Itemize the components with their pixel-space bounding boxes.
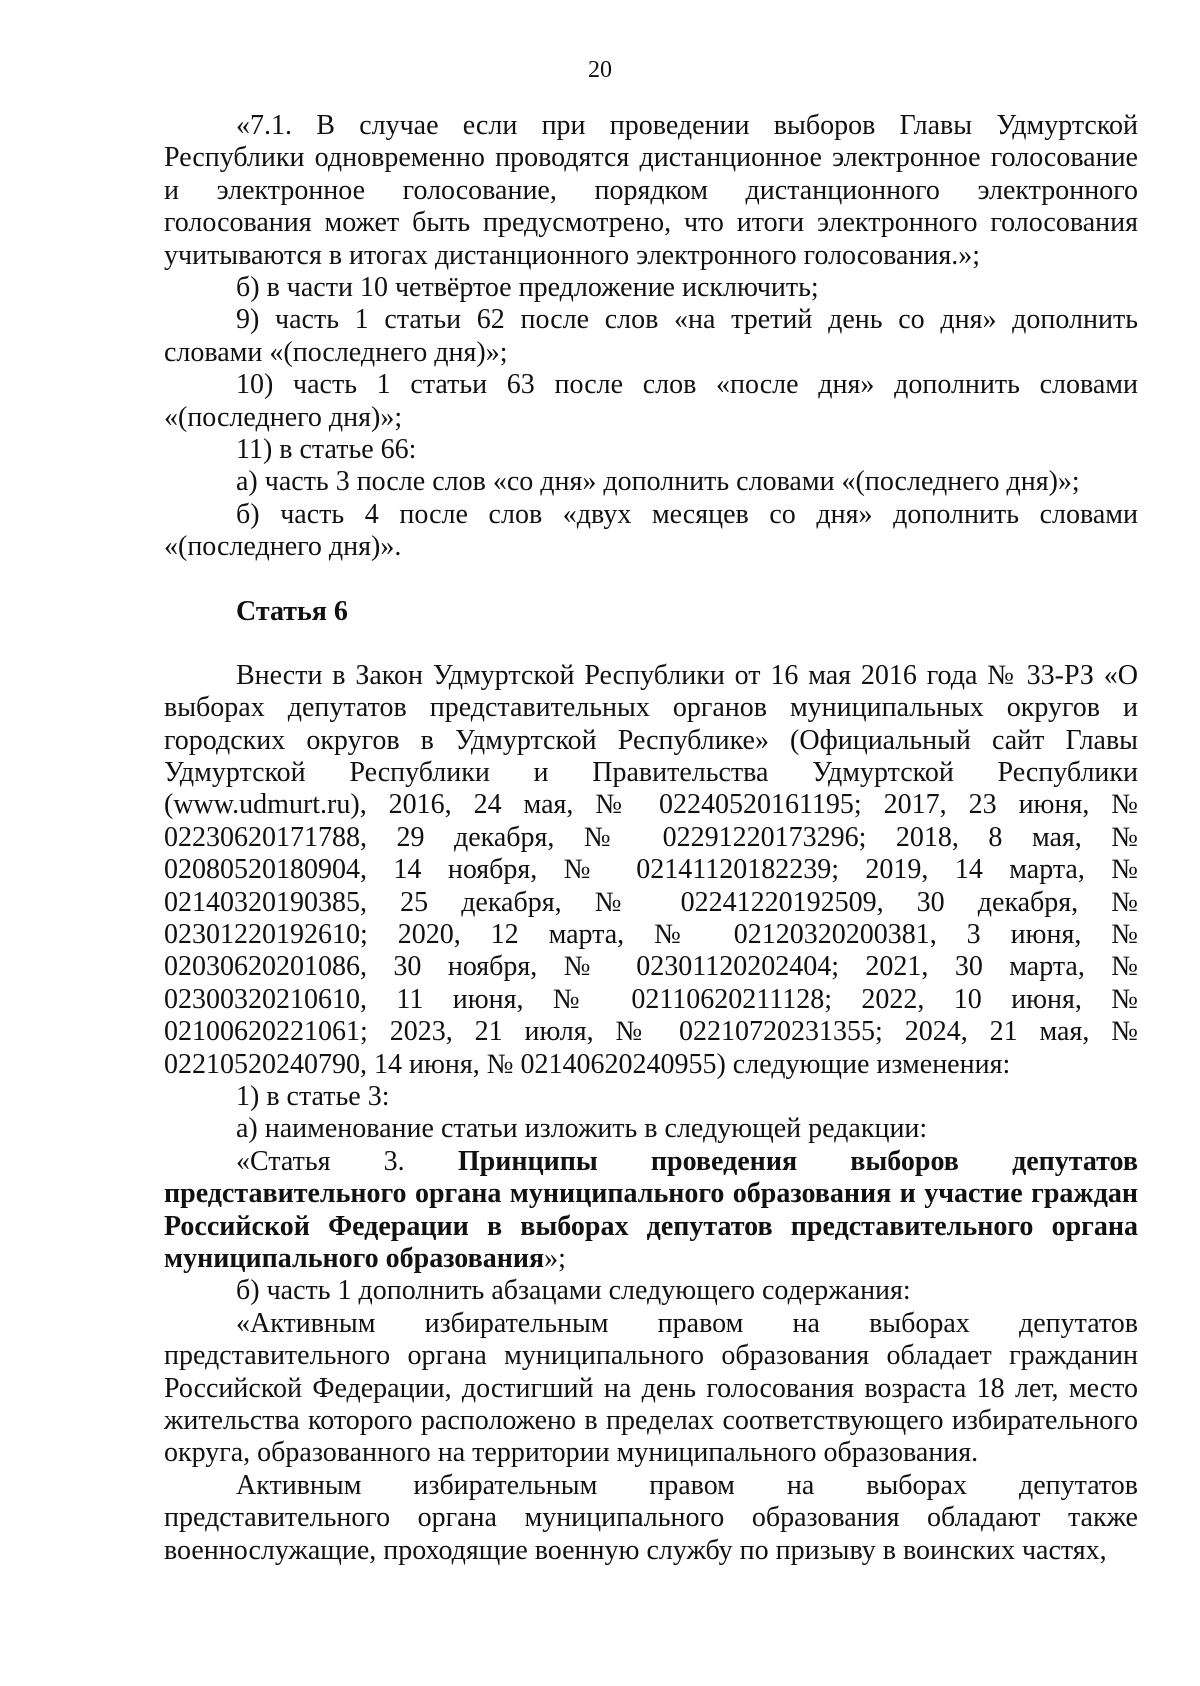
article-item-1: 1) в статье 3: xyxy=(236,1080,390,1112)
paragraph-item-11b: б) часть 4 после слов «двух месяцев со дня» дополнить словами «(последнего дня)». xyxy=(164,498,1138,563)
article-item-1a: а) наименование статьи изложить в следующей редакции: xyxy=(236,1113,928,1145)
document-body xyxy=(164,110,1138,1567)
paragraph-7-1: «7.1. В случае если при проведении выборов Главы Удмуртской Республики одновременно проводятся дистанционное электронное голосование и электронное голосование, порядком дистанционного электронного голосования может быть предусмотрено, что итоги электронного голосования учитываются в итогах дистанционного электронного голосования.»; xyxy=(164,110,1138,271)
paragraph-item-9: 9) часть 1 статьи 62 после слов «на третий день со дня» дополнить словами «(последнего дня)»; xyxy=(164,304,1138,368)
paragraph-item-11: 11) в статье 66: xyxy=(236,434,417,466)
paragraph-part-10: б) в части 10 четвёртое предложение исключить; xyxy=(236,272,819,304)
quoted-paragraph-1: «Активным избирательным правом на выборах депутатов представительного органа муниципального образования обладает гражданин Российской Федерации, достигший на день голосования возраста 18 лет, место жительства которого расположено в пределах соответствующего избирательного округа, образованного на территории муниципального образования. xyxy=(164,1307,1138,1469)
article-heading: Статья 6 xyxy=(236,595,348,627)
article-3-title-prefix: «Статья 3. xyxy=(236,1145,458,1177)
paragraph-item-11a: а) часть 3 после слов «со дня» дополнить словами «(последнего дня)»; xyxy=(236,466,1080,498)
paragraph-item-10: 10) часть 1 статьи 63 после слов «после дня» дополнить словами «(последнего дня)»; xyxy=(164,369,1138,433)
article-3-title-suffix: »; xyxy=(544,1243,566,1274)
article-3-title xyxy=(164,1146,1138,1276)
page-number: 20 xyxy=(588,57,612,83)
article-item-1b: б) часть 1 дополнить абзацами следующего содержания: xyxy=(236,1275,911,1307)
article-intro: Внести в Закон Удмуртской Республики от 16 мая 2016 года № 33-РЗ «О выборах депутатов представительных органов муниципальных округов и городских округов в Удмуртской Республике» (Официальный сайт Главы Удмуртской Республики и Правительства Удмуртской Республики (www.udmurt.ru), 2016, 24 мая, № 02240520161195; 2017, 23 июня, № 02230620171788, 29 декабря, № 02291220173296; 2018, 8 мая, № 02080520180904, 14 ноября, № 02141120182239; 2019, 14 марта, № 02140320190385, 25 декабря, № 02241220192509, 30 декабря, № 02301220192610; 2020, 12 марта, № 02120320200381, 3 июня, № 02030620201086, 30 ноября, № 02301120202404; 2021, 30 марта, № 02300320210610, 11 июня, № 02110620211128; 2022, 10 июня, № 02100620221061; 2023, 21 июля, № 02210720231355; 2024, 21 мая, № 02210520240790, 14 июня, № 02140620240955) следующие изменения: xyxy=(164,659,1138,1080)
article-3-title-bold: Принципы проведения выборов депутатов представительного органа муниципального образования и участие граждан Российской Федерации в выборах депутатов представительного органа муниципального образования xyxy=(164,1145,1138,1274)
quoted-paragraph-2: Активным избирательным правом на выборах депутатов представительного органа муниципального образования обладают также военнослужащие, проходящие военную службу по призыву в воинских частях, xyxy=(164,1469,1138,1566)
